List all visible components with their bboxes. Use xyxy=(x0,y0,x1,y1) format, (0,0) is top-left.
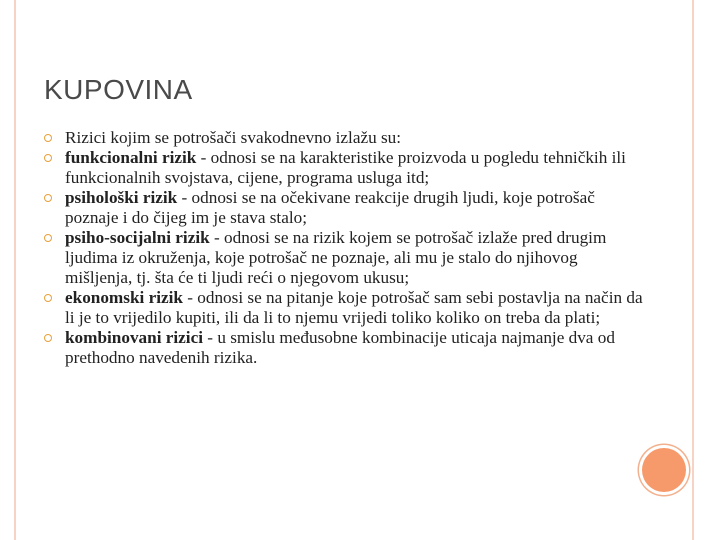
bullet-icon xyxy=(44,134,52,142)
bullet-icon xyxy=(44,334,52,342)
bullet-list xyxy=(44,128,644,368)
item-text: - odnosi se na rizik kojem se potrošač izlaže pred drugim ljudima iz okruženja, koje potrošač ne poznaje, ali mu je stalo do njihovog mišljenja, tj. šta će ti ljudi reći o njegovom ukusu; xyxy=(65,228,607,287)
item-term: kombinovani rizici xyxy=(65,328,203,347)
list-item xyxy=(44,288,644,328)
list-item xyxy=(44,148,644,188)
item-term: funkcionalni rizik xyxy=(65,148,197,167)
bullet-icon xyxy=(44,154,52,162)
item-text: - odnosi se na karakteristike proizvoda u pogledu tehničkih ili funkcionalnih svojstava, cijene, programa usluga itd; xyxy=(65,148,626,187)
item-term: psiho-socijalni rizik xyxy=(65,228,210,247)
list-item xyxy=(44,228,644,288)
item-term: psihološki rizik xyxy=(65,188,178,207)
item-text: Rizici kojim se potrošači svakodnevno izlažu su: xyxy=(65,128,402,147)
list-item xyxy=(44,188,644,228)
slide-title: KUPOVINA xyxy=(44,74,193,105)
list-item xyxy=(44,328,644,368)
decorative-circle xyxy=(642,448,686,492)
item-text: - odnosi se na očekivane reakcije drugih ljudi, koje potrošač poznaje i do čijeg im je stava stalo; xyxy=(65,188,595,227)
item-text: - u smislu međusobne kombinacije uticaja najmanje dva od prethodno navedenih rizika. xyxy=(65,328,615,367)
bullet-icon xyxy=(44,194,52,202)
item-term: ekonomski rizik xyxy=(65,288,183,307)
bullet-icon xyxy=(44,294,52,302)
item-text: - odnosi se na pitanje koje potrošač sam sebi postavlja na način da li je to vrijedilo kupiti, ili da li to njemu vrijedi toliko koliko on treba da plati; xyxy=(65,288,643,327)
bullet-icon xyxy=(44,234,52,242)
list-item xyxy=(44,128,644,148)
